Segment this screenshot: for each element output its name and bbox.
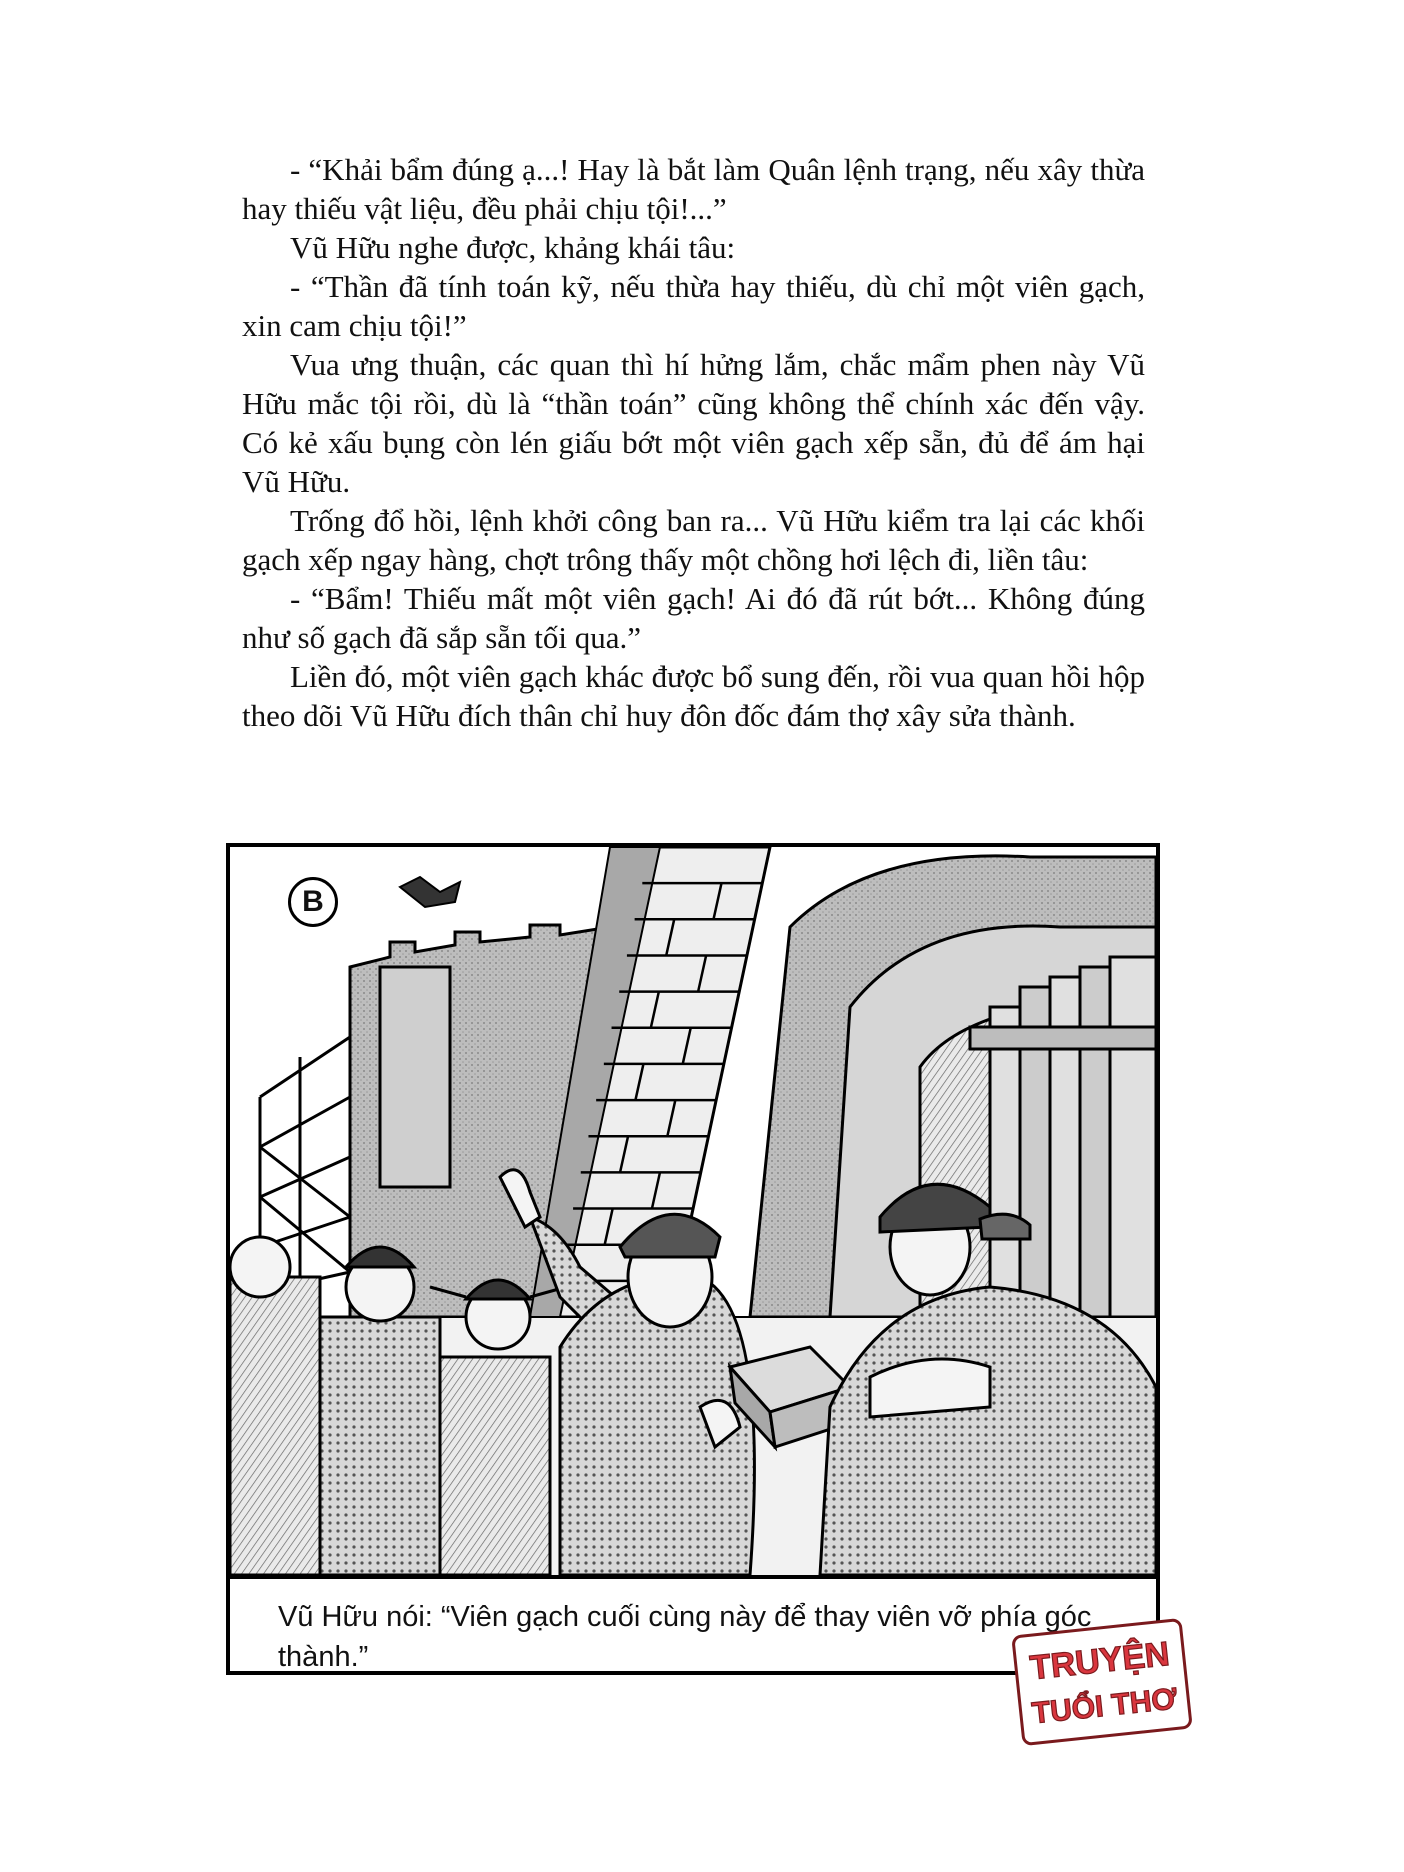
paragraph-5: Trống đổ hồi, lệnh khởi công ban ra... Vũ Hữu kiểm tra lại các khối gạch xếp ngay hàng, chợt trông thấy một chồng hơi lệch đi, liền tâu: xyxy=(242,503,1145,577)
paragraph-1: - “Khải bẩm đúng ạ...! Hay là bắt làm Quân lệnh trạng, nếu xây thừa hay thiếu vật liệu, đều phải chịu tội!...” xyxy=(242,152,1145,226)
paragraph-6: - “Bẩm! Thiếu mất một viên gạch! Ai đó đã rút bớt... Không đúng như số gạch đã sắp sẵn tối qua.” xyxy=(242,581,1145,655)
comic-panel xyxy=(226,843,1160,1675)
panel-illustration xyxy=(230,847,1156,1579)
logo-line-2: TUỔI THƠ xyxy=(1030,1682,1179,1731)
panel-number-badge: B xyxy=(288,877,338,927)
logo-line-1: TRUYỆN xyxy=(1028,1634,1172,1688)
paragraph-2: Vũ Hữu nghe được, khảng khái tâu: xyxy=(290,230,736,265)
paragraph-4: Vua ưng thuận, các quan thì hí hửng lắm, chắc mẩm phen này Vũ Hữu mắc tội rồi, dù là “thần toán” cũng không thể chính xác đến vậy. Có kẻ xấu bụng còn lén giấu bớt một viên gạch xếp sẵn, đủ để ám hại Vũ Hữu. xyxy=(242,347,1145,499)
truyen-tuoi-tho-logo xyxy=(1006,1613,1198,1751)
paragraph-7: Liền đó, một viên gạch khác được bổ sung đến, rồi vua quan hồi hộp theo dõi Vũ Hữu đích thân chỉ huy đôn đốc đám thợ xây sửa thành. xyxy=(242,659,1145,733)
story-text xyxy=(242,150,1145,735)
panel-caption: Vũ Hữu nói: “Viên gạch cuối cùng này để thay viên vỡ phía góc thành.” xyxy=(278,1601,1092,1673)
officials-crowd xyxy=(230,1237,566,1575)
citadel-construction-drawing xyxy=(230,847,1156,1575)
paragraph-3: - “Thần đã tính toán kỹ, nếu thừa hay thiếu, dù chỉ một viên gạch, xin cam chịu tội!” xyxy=(242,269,1145,343)
